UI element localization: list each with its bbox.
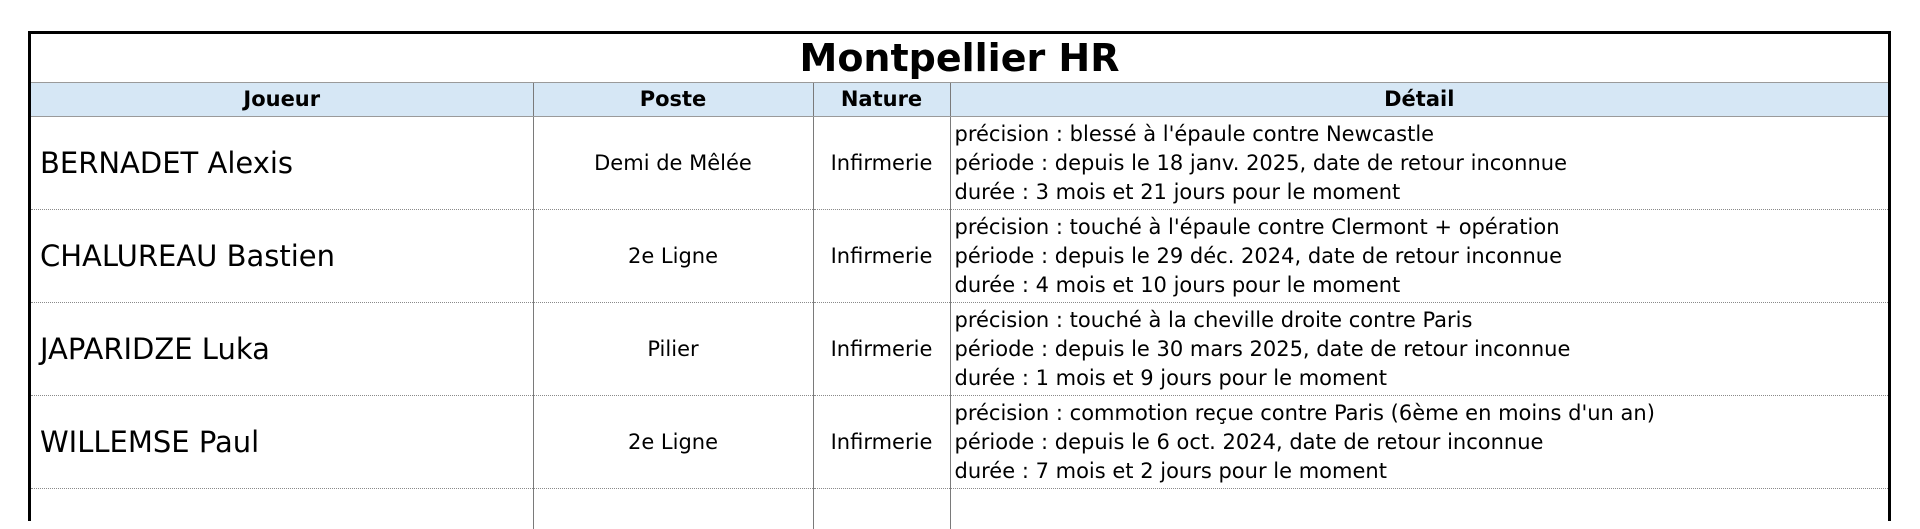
table-row bbox=[31, 117, 1888, 210]
table-row bbox=[31, 303, 1888, 396]
injury-report-sheet bbox=[28, 31, 1891, 521]
detail-cell bbox=[950, 210, 1888, 303]
player-cell: WILLEMSE Paul bbox=[31, 396, 533, 489]
nature-cell: Infirmerie bbox=[813, 210, 950, 303]
detail-duration: durée : 4 mois et 10 jours pour le moment bbox=[954, 272, 1401, 297]
detail-duration: durée : 7 mois et 2 jours pour le moment bbox=[954, 458, 1387, 483]
empty-cell bbox=[813, 489, 950, 529]
column-header-position: Poste bbox=[533, 83, 813, 117]
table-row bbox=[31, 210, 1888, 303]
player-cell: CHALUREAU Bastien bbox=[31, 210, 533, 303]
table-row bbox=[31, 396, 1888, 489]
detail-precision: précision : touché à la cheville droite contre Paris bbox=[954, 307, 1473, 332]
position-cell: Demi de Mêlée bbox=[533, 117, 813, 210]
column-header-detail: Détail bbox=[950, 83, 1888, 117]
title-row bbox=[31, 34, 1888, 83]
player-cell: BERNADET Alexis bbox=[31, 117, 533, 210]
position-cell: 2e Ligne bbox=[533, 396, 813, 489]
detail-period: période : depuis le 29 déc. 2024, date de retour inconnue bbox=[954, 243, 1562, 268]
empty-cell bbox=[950, 489, 1888, 529]
column-header-player: Joueur bbox=[31, 83, 533, 117]
nature-cell: Infirmerie bbox=[813, 303, 950, 396]
detail-precision: précision : commotion reçue contre Paris (6ème en moins d'un an) bbox=[954, 400, 1655, 425]
detail-cell bbox=[950, 396, 1888, 489]
detail-duration: durée : 3 mois et 21 jours pour le moment bbox=[954, 179, 1401, 204]
detail-period: période : depuis le 6 oct. 2024, date de retour inconnue bbox=[954, 429, 1544, 454]
detail-period: période : depuis le 18 janv. 2025, date de retour inconnue bbox=[954, 150, 1567, 175]
injury-table bbox=[31, 34, 1888, 529]
position-cell: Pilier bbox=[533, 303, 813, 396]
position-cell: 2e Ligne bbox=[533, 210, 813, 303]
detail-cell bbox=[950, 303, 1888, 396]
detail-cell bbox=[950, 117, 1888, 210]
detail-precision: précision : blessé à l'épaule contre Newcastle bbox=[954, 121, 1435, 146]
empty-cell bbox=[533, 489, 813, 529]
detail-precision: précision : touché à l'épaule contre Clermont + opération bbox=[954, 214, 1560, 239]
player-cell: JAPARIDZE Luka bbox=[31, 303, 533, 396]
column-header-nature: Nature bbox=[813, 83, 950, 117]
detail-period: période : depuis le 30 mars 2025, date de retour inconnue bbox=[954, 336, 1571, 361]
empty-cell bbox=[31, 489, 533, 529]
nature-cell: Infirmerie bbox=[813, 117, 950, 210]
header-row bbox=[31, 83, 1888, 117]
nature-cell: Infirmerie bbox=[813, 396, 950, 489]
team-title: Montpellier HR bbox=[31, 34, 1888, 83]
empty-row bbox=[31, 489, 1888, 529]
detail-duration: durée : 1 mois et 9 jours pour le moment bbox=[954, 365, 1387, 390]
